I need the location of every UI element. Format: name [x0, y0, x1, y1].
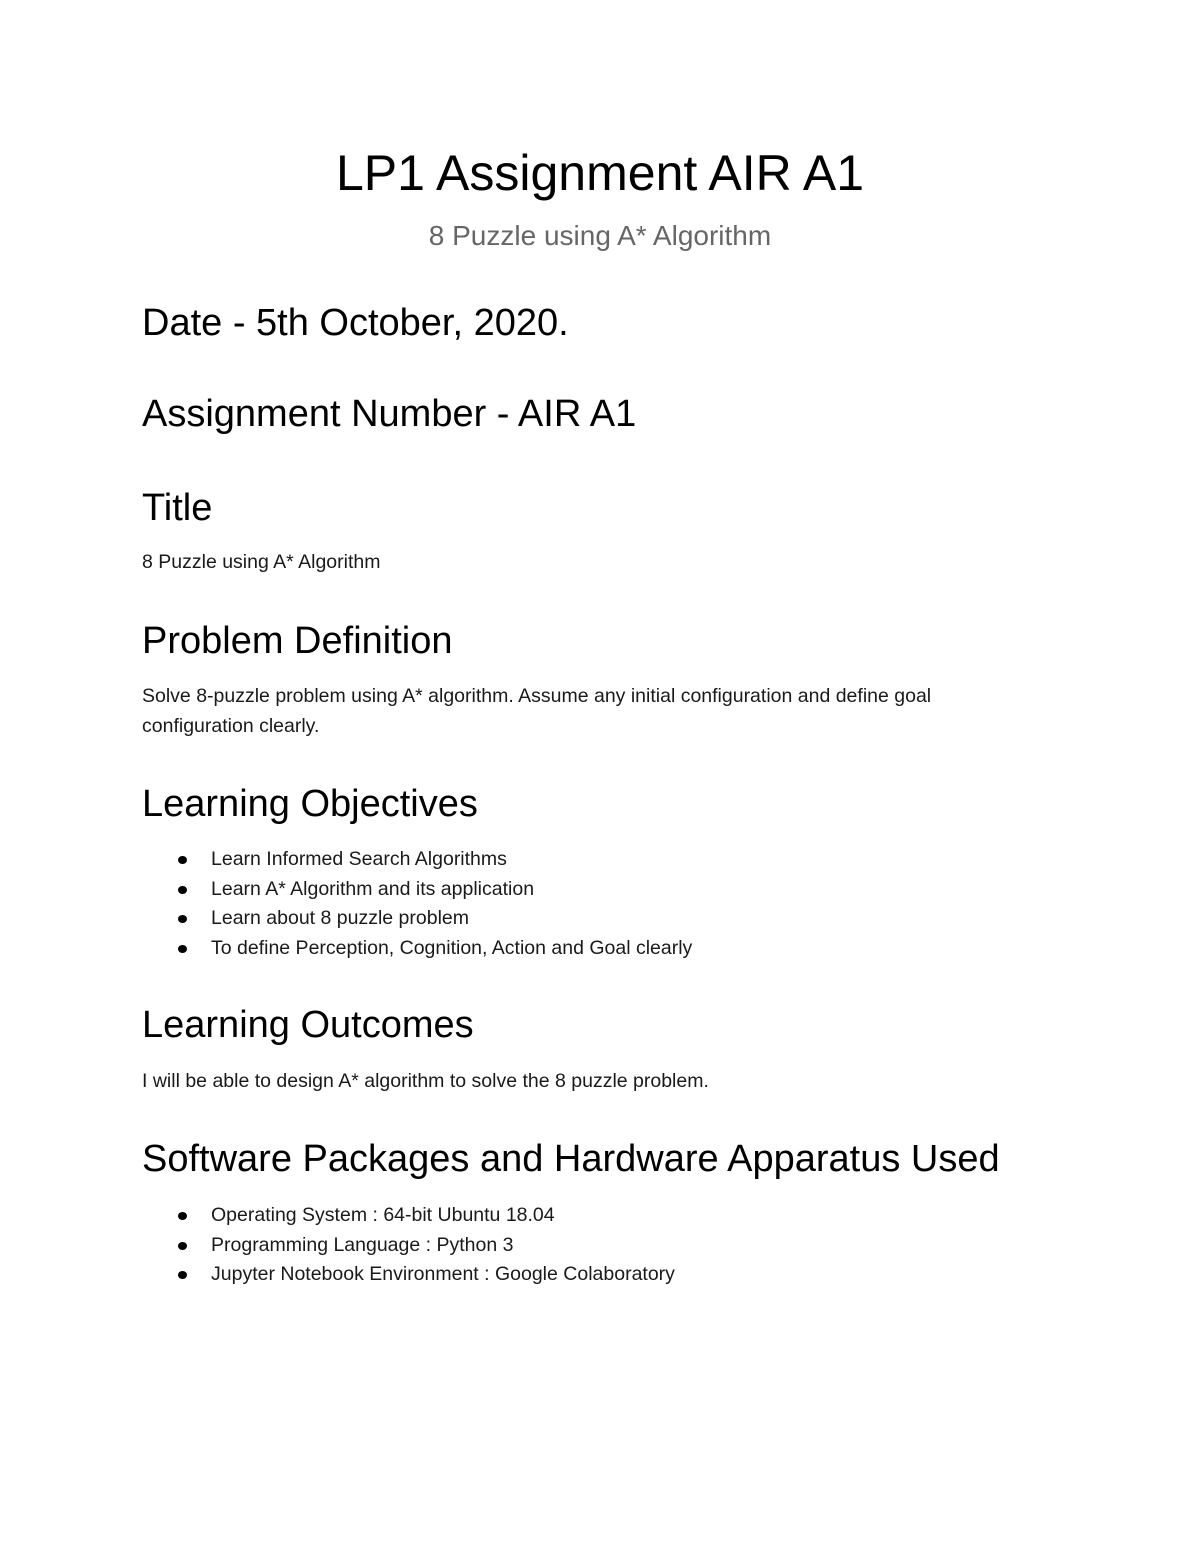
bullet-icon — [178, 945, 187, 953]
learning-objectives-list — [142, 845, 692, 963]
software-hardware-heading: Software Packages and Hardware Apparatus Used — [142, 1138, 1000, 1180]
problem-definition-heading: Problem Definition — [142, 620, 453, 662]
list-item — [142, 1260, 675, 1290]
list-item — [142, 1231, 675, 1261]
list-item-text: To define Perception, Cognition, Action and Goal clearly — [211, 936, 693, 959]
learning-outcomes-text: I will be able to design A* algorithm to solve the 8 puzzle problem. — [142, 1070, 709, 1092]
learning-objectives-heading: Learning Objectives — [142, 783, 478, 825]
bullet-icon — [178, 1212, 187, 1220]
bullet-icon — [178, 1242, 187, 1250]
document-subtitle: 8 Puzzle using A* Algorithm — [428, 220, 772, 251]
assignment-number-heading: Assignment Number - AIR A1 — [142, 393, 637, 435]
list-item-text: Programming Language : Python 3 — [211, 1233, 514, 1256]
date-heading: Date - 5th October, 2020. — [142, 302, 569, 344]
list-item-text: Learn A* Algorithm and its application — [211, 877, 535, 900]
list-item-text: Learn about 8 puzzle problem — [211, 907, 470, 929]
title-section-heading: Title — [142, 487, 213, 529]
problem-definition-text: Solve 8-puzzle problem using A* algorithm. Assume any initial configuration and define goal configuration clearly. — [142, 685, 932, 737]
list-item — [142, 845, 692, 875]
list-item — [142, 1201, 675, 1231]
list-item — [142, 934, 692, 964]
list-item-text: Jupyter Notebook Environment : Google Colaboratory — [211, 1263, 675, 1285]
title-section-text: 8 Puzzle using A* Algorithm — [142, 551, 381, 573]
bullet-icon — [178, 915, 187, 923]
document-title: LP1 Assignment AIR A1 — [335, 145, 865, 201]
list-item — [142, 904, 692, 934]
learning-outcomes-heading: Learning Outcomes — [142, 1004, 474, 1046]
bullet-icon — [178, 1271, 187, 1279]
list-item-text: Operating System : 64-bit Ubuntu 18.04 — [211, 1204, 555, 1226]
list-item — [142, 875, 692, 905]
bullet-icon — [178, 886, 187, 894]
bullet-icon — [178, 856, 187, 864]
software-hardware-list — [142, 1201, 675, 1290]
list-item-text: Learn Informed Search Algorithms — [211, 848, 507, 870]
